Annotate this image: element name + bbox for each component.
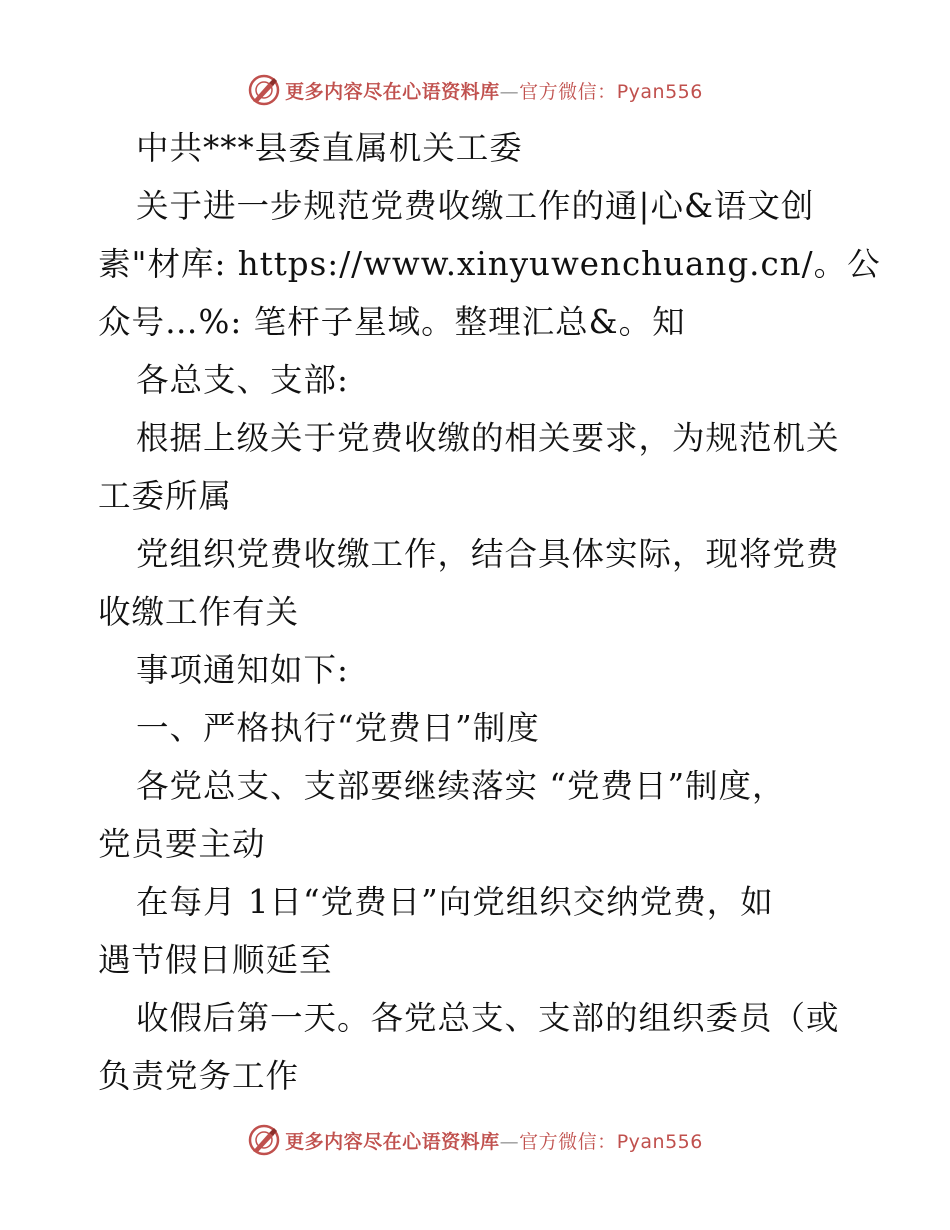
doc-paragraph-line: 收缴工作有关 [98,593,300,631]
doc-paragraph-line: 党员要主动 [98,825,266,863]
doc-paragraph-line: 根据上级关于党费收缴的相关要求，为规范机关 [136,419,840,457]
watermark-wechat-label: 官方微信： [519,80,617,103]
watermark-wechat-label: 官方微信： [519,1130,617,1153]
watermark-text [285,77,703,104]
doc-paragraph-line: 事项通知如下: [136,651,349,689]
pen-logo-icon [247,73,281,107]
pen-logo-icon [247,1123,281,1157]
doc-paragraph-line: 遇节假日顺延至 [98,941,333,979]
watermark-text [285,1127,703,1154]
watermark-wechat-id: Pyan556 [616,1130,703,1153]
watermark-site: 更多内容尽在心语资料库 [285,80,500,103]
watermark-separator: — [499,80,520,103]
doc-paragraph-line: 党组织党费收缴工作，结合具体实际，现将党费 [136,535,840,573]
doc-line: 众号…%: 笔杆子星域。整理汇总&。知 [98,303,686,341]
watermark-wechat-id: Pyan556 [616,80,703,103]
doc-section-heading: 一、严格执行“党费日”制度 [136,709,540,747]
doc-salutation: 各总支、支部: [136,361,349,399]
doc-paragraph-line: 工委所属 [98,477,233,515]
watermark-header [0,72,950,108]
doc-paragraph-line: 负责党务工作 [98,1057,300,1095]
doc-notice-title: 关于进一步规范党费收缴工作的通|心&语文创 [136,187,815,225]
doc-line: 素"材库: https://www.xinyuwenchuang.cn/。公 [98,245,881,283]
doc-org-title: 中共***县委直属机关工委 [136,129,523,167]
doc-paragraph-line: 在每月 1日“党费日”向党组织交纳党费，如 [136,883,774,921]
doc-paragraph-line: 收假后第一天。各党总支、支部的组织委员（或 [136,999,840,1037]
watermark-footer [0,1122,950,1158]
document-body [98,119,881,1105]
watermark-site: 更多内容尽在心语资料库 [285,1130,500,1153]
doc-paragraph-line: 各党总支、支部要继续落实 “党费日”制度， [136,767,786,805]
watermark-separator: — [499,1130,520,1153]
